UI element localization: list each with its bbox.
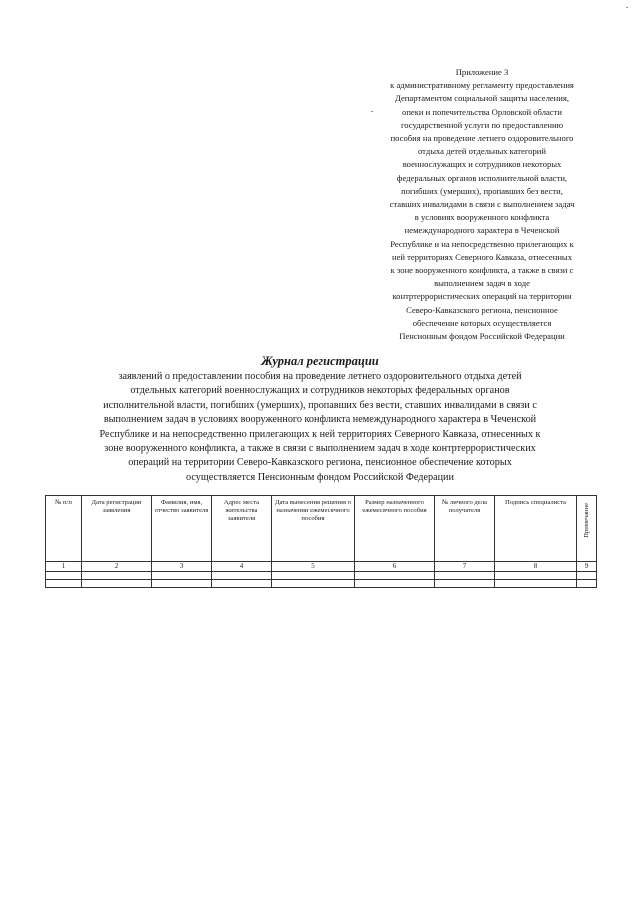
column-number: 1: [46, 562, 82, 572]
header-cell: Адрес места жительства заявителя: [212, 496, 272, 562]
empty-cell: [435, 580, 495, 588]
empty-cell: [82, 572, 152, 580]
appendix-line: в условиях вооруженного конфликта: [414, 212, 550, 223]
empty-cell: [212, 580, 272, 588]
appendix-line: опеки и попечительства Орловской области: [402, 106, 562, 117]
empty-cell: [272, 572, 355, 580]
header-cell-vertical: [577, 496, 597, 562]
appendix-line: отдыха детей отдельных категорий: [418, 146, 546, 157]
stray-mark: .: [371, 104, 374, 114]
column-number: 4: [212, 562, 272, 572]
appendix-line: ставших инвалидами в связи с выполнением задач: [389, 199, 575, 210]
journal-subtitle: [70, 370, 570, 485]
empty-cell: [272, 580, 355, 588]
column-number: 8: [495, 562, 577, 572]
empty-cell: [355, 572, 435, 580]
empty-cell: [46, 580, 82, 588]
empty-cell: [152, 572, 212, 580]
appendix-line: Республике и на непосредственно прилегающих к: [390, 238, 574, 249]
empty-cell: [82, 580, 152, 588]
appendix-line: Департаментом социальной защиты населения,: [395, 93, 569, 104]
vertical-header-label: Примечание: [582, 503, 590, 538]
column-number-row: [46, 562, 597, 572]
column-number: 3: [152, 562, 212, 572]
appendix-line: к зоне вооруженного конфликта, а также в связи с: [390, 265, 574, 276]
header-cell: Дата регистрации заявления: [82, 496, 152, 562]
table-header-row: [46, 496, 597, 562]
header-cell: Фамилия, имя, отчество заявителя: [152, 496, 212, 562]
appendix-block: [352, 66, 612, 343]
column-number: 7: [435, 562, 495, 572]
appendix-line: обеспечение которых осуществляется: [412, 317, 552, 328]
appendix-line: Северо-Кавказского региона, пенсионное: [406, 304, 558, 315]
subtitle-line: выполнением задач в условиях вооруженного конфликта немеждународного характера в Чеченской: [103, 414, 537, 426]
header-cell: Размер назначенного ежемесячного пособия: [355, 496, 435, 562]
appendix-line: ней территориях Северного Кавказа, отнесенных: [391, 251, 572, 262]
subtitle-line: заявлений о предоставлении пособия на проведение летнего оздоровительного отдыха детей: [118, 371, 522, 382]
empty-cell: [435, 572, 495, 580]
empty-cell: [46, 572, 82, 580]
subtitle-line: операций на территории Северо-Кавказского региона, пенсионное обеспечение которых: [128, 457, 512, 469]
appendix-line: выполнением задач в ходе: [434, 278, 530, 289]
registration-table: [45, 495, 597, 588]
appendix-line: Пенсионным фондом Российской Федерации: [399, 331, 565, 342]
column-number: 5: [272, 562, 355, 572]
header-cell: Дата вынесения решения о назначении ежемесячного пособия: [272, 496, 355, 562]
appendix-line: погибших (умерших), пропавших без вести,: [401, 185, 563, 196]
appendix-line: федеральных органов исполнительной власти,: [396, 172, 568, 183]
header-cell: Подпись специалиста: [495, 496, 577, 562]
subtitle-line: осуществляется Пенсионным фондом Российской Федерации: [186, 471, 454, 483]
column-number: 6: [355, 562, 435, 572]
appendix-line: пособия на проведение летнего оздоровительного: [390, 133, 574, 144]
appendix-line: военнослужащих и сотрудников некоторых: [402, 159, 562, 170]
corner-mark: .: [626, 0, 629, 10]
column-number: 2: [82, 562, 152, 572]
empty-table-row: [46, 572, 597, 580]
header-cell: № личного дела получателя: [435, 496, 495, 562]
column-number: 9: [577, 562, 597, 572]
subtitle-line: отдельных категорий военнослужащих и сотрудников некоторых федеральных органов: [130, 385, 510, 397]
empty-cell: [212, 572, 272, 580]
appendix-line: к административному регламенту предоставления: [390, 80, 574, 91]
journal-title: Журнал регистрации: [261, 354, 379, 368]
empty-cell: [577, 580, 597, 588]
appendix-line: немеждународного характера в Чеченской: [404, 225, 560, 236]
empty-cell: [355, 580, 435, 588]
subtitle-line: исполнительной власти, погибших (умерших), пропавших без вести, ставших инвалидами в связи с: [103, 399, 537, 411]
appendix-line: контртеррористических операций на территории: [392, 291, 572, 302]
appendix-line: Приложение 3: [455, 67, 509, 77]
header-cell: № п/п: [46, 496, 82, 562]
empty-cell: [495, 572, 577, 580]
empty-cell: [495, 580, 577, 588]
appendix-line: государственной услуги по предоставлению: [400, 119, 564, 130]
empty-table-row: [46, 580, 597, 588]
empty-cell: [577, 572, 597, 580]
subtitle-line: Республике и на непосредственно прилегающих к ней территориях Северного Кавказа, отнесенных к: [99, 428, 541, 440]
empty-cell: [152, 580, 212, 588]
subtitle-line: зоне вооруженного конфликта, а также в связи с выполнением задач в ходе контртеррористических: [104, 443, 536, 455]
